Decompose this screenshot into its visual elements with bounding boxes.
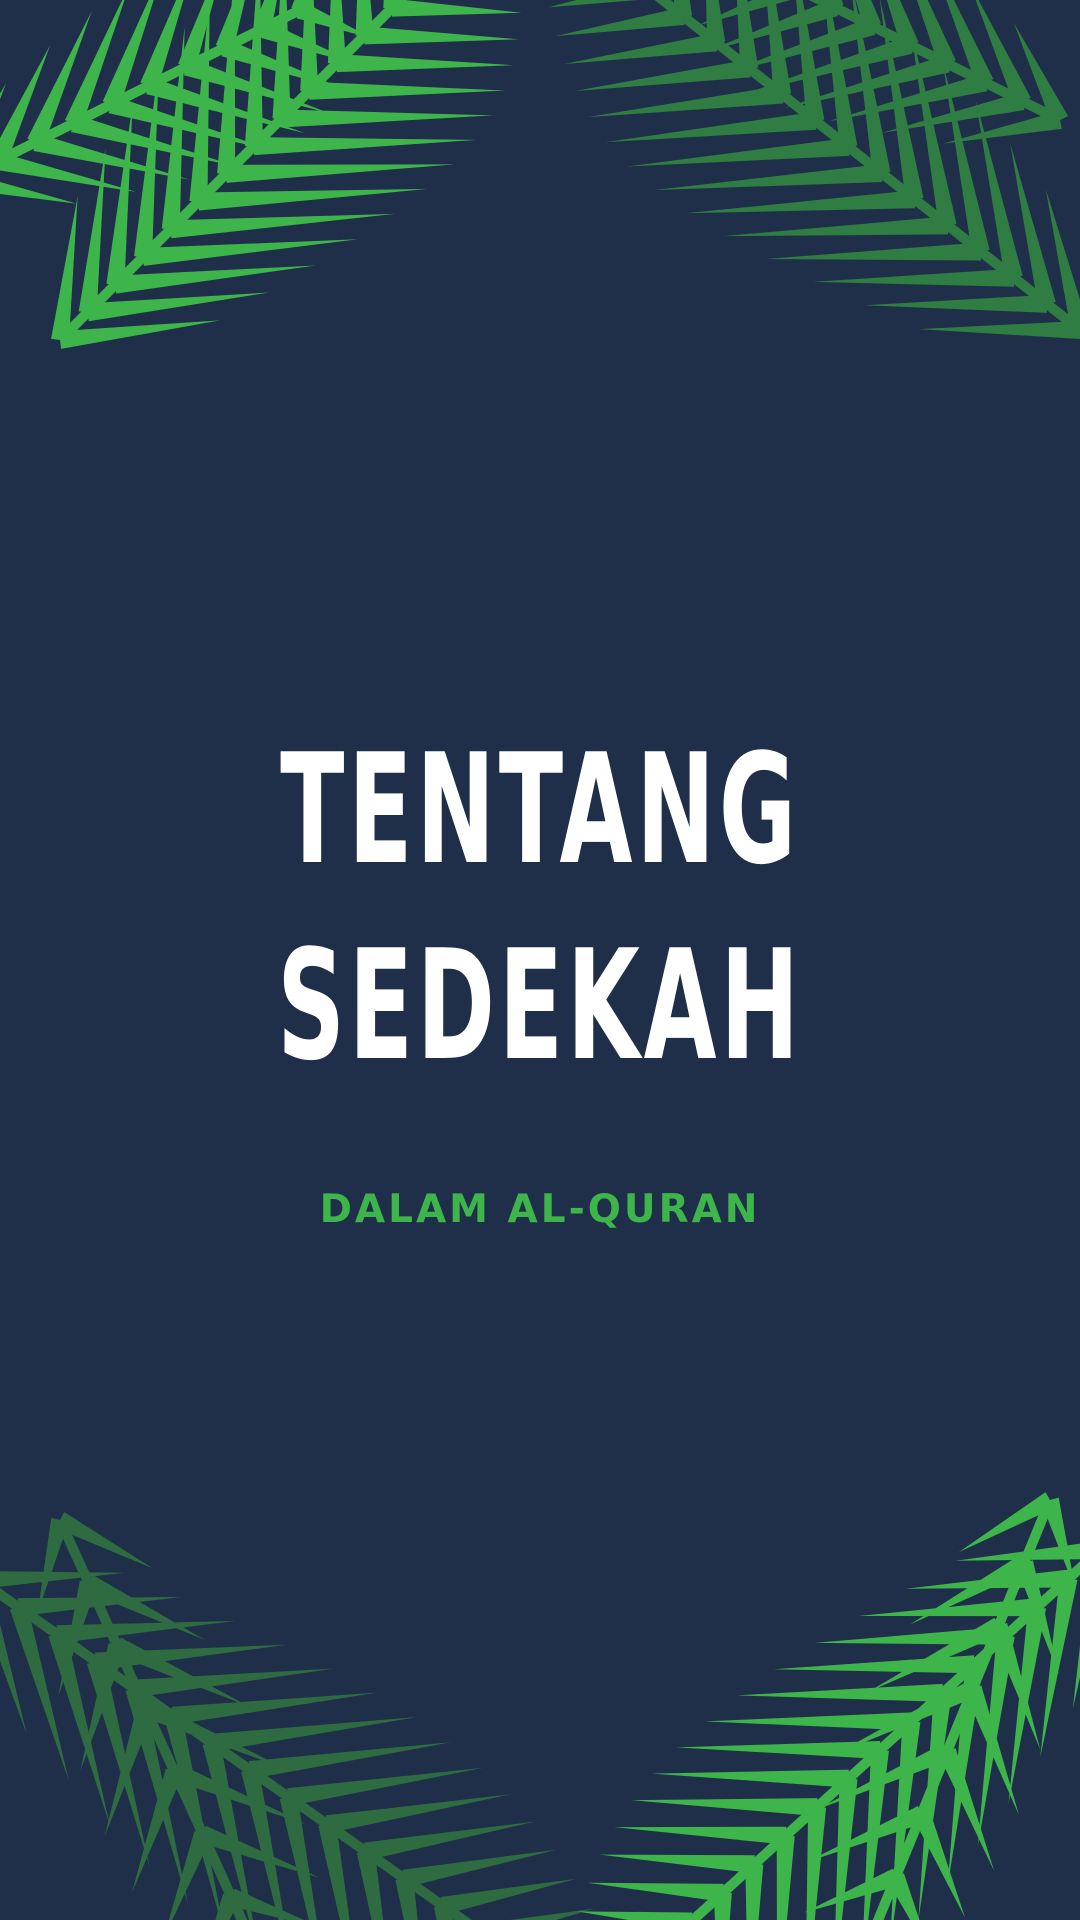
- palm-leaf-icon-bottom-left: [0, 1540, 560, 1920]
- title-line-1: TENTANG: [280, 721, 800, 898]
- palm-leaf-icon-top-left: [0, 0, 560, 420]
- palm-leaf-icon-top-right: [560, 0, 1080, 360]
- title-line-2: SEDEKAH: [277, 917, 803, 1094]
- poster-title: [0, 712, 1080, 1104]
- poster-subtitle: DALAM AL-QURAN: [319, 1187, 761, 1232]
- palm-leaf-icon-bottom-right: [580, 1510, 1080, 1920]
